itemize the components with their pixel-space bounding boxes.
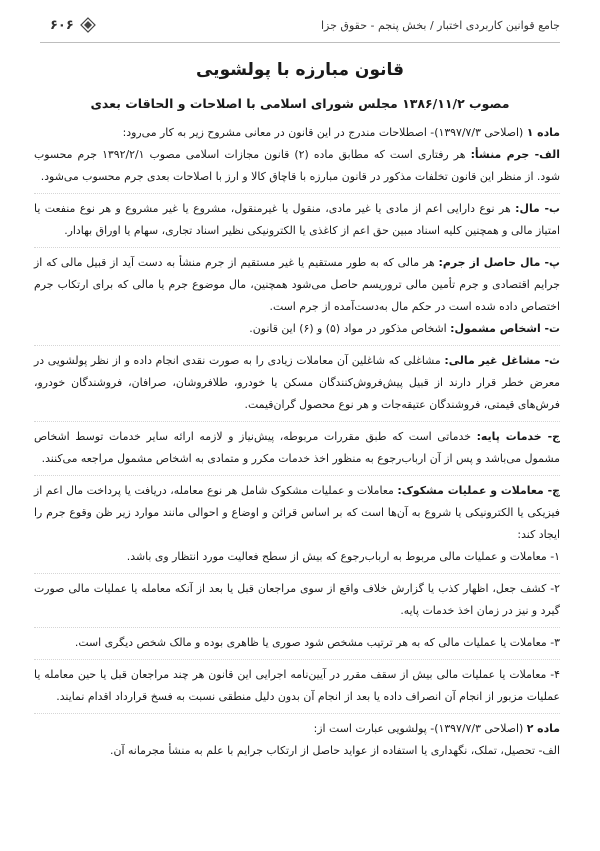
article-paragraph-label: ماده ۲ xyxy=(526,722,560,735)
article-paragraph-text: الف- تحصیل، تملک، نگهداری یا استفاده از عواید حاصل از ارتکاب جرایم با علم به منشأ مجرمانه آن. xyxy=(110,744,560,757)
running-title: جامع قوانین کاربردی اختبار / بخش پنجم - حقوق جزا xyxy=(321,18,560,32)
definition-paragraph-label: ماده ۱ xyxy=(526,126,560,139)
criteria-item-3 xyxy=(34,627,560,654)
document-body xyxy=(34,122,560,762)
definition-paragraph-label: ب- مال: xyxy=(515,202,560,215)
definition-paragraph-text: هر رفتاری است که مطابق ماده (۲) قانون مجازات اسلامی مصوب ۱۳۹۲/۲/۱ جرم محسوب شود. از منظر این قانون تخلفات مذکور در قانون مبارزه با قاچاق کالا و ارز با اصلاحات بعدی جرم محسوب می‌شود. xyxy=(34,148,560,183)
header-page-block xyxy=(50,17,106,33)
criteria-item-text: ۳- معاملات یا عملیات مالی که به هر ترتیب مشخص شود صوری یا ظاهری بوده و مالک شخص دیگری است. xyxy=(74,636,560,649)
definition-paragraph-text: هر نوع دارایی اعم از مادی یا غیر مادی، منقول یا غیرمنقول، مشروع یا غیر مشروع و هر نوع منفعت یا امتیاز مالی و همچنین کلیه اسناد مبین حق اعم از کاغذی یا الکترونیکی نظیر اسناد تجاری، سهام یا اوراق بهادار. xyxy=(34,202,560,237)
criteria-item-4 xyxy=(34,659,560,708)
page-number: ۶۰۶ xyxy=(50,17,74,33)
article-paragraph-2 xyxy=(34,740,560,762)
criteria-item-1 xyxy=(34,546,560,568)
article-paragraph-text: (اصلاحی ۱۳۹۷/۷/۳)- پولشویی عبارت است از: xyxy=(313,722,527,735)
law-subtitle: مصوب ۱۳۸۶/۱۱/۲ مجلس شورای اسلامی با اصلاحات و الحاقات بعدی xyxy=(90,96,510,111)
article-2-section xyxy=(34,713,560,762)
definition-paragraph-2 xyxy=(34,144,560,188)
header-divider xyxy=(40,42,560,43)
definition-paragraph-6 xyxy=(34,345,560,416)
criteria-item-text: ۲- کشف جعل، اظهار کذب یا گزارش خلاف واقع از سوی مراجعان قبل یا بعد از آنکه معامله یا عملیات مالی صورت گیرد و نیز در زمان اخذ خدمات پایه. xyxy=(34,582,560,617)
definition-paragraph-label: چ- معاملات و عملیات مشکوک: xyxy=(397,484,560,497)
definition-paragraph-text: مشاغلی که شاغلین آن معاملات زیادی را به صورت نقدی انجام داده و از نظر پولشویی در معرض خطر قرار دارند از قبیل پیش‌فروش‌کنندگان مسکن یا خودرو، طلافروشان، صرافان، فروشندگان خودرو، فرش‌های قیمتی، فروشندگان عتیقه‌جات و هر نوع محصول گران‌قیمت. xyxy=(34,354,560,411)
law-title: قانون مبارزه با پولشویی xyxy=(195,60,404,80)
definition-paragraph-text: اشخاص مذکور در مواد (۵) و (۶) این قانون. xyxy=(249,322,451,335)
suspicious-criteria-list xyxy=(34,546,560,708)
criteria-item-text: ۱- معاملات و عملیات مالی مربوط به ارباب‌رجوع که بیش از سطح فعالیت مورد انتظار وی باشد. xyxy=(126,550,560,563)
definition-paragraph-label: ث- مشاغل غیر مالی: xyxy=(444,354,560,367)
definition-paragraph-7 xyxy=(34,421,560,470)
definition-paragraph-label: ج- خدمات پایه: xyxy=(476,430,560,443)
definition-paragraph-label: الف- جرم منشأ: xyxy=(470,148,560,161)
article-paragraph-1 xyxy=(34,713,560,740)
definition-paragraph-text: معاملات و عملیات مشکوک شامل هر نوع معامله، دریافت یا پرداخت مال اعم از فیزیکی یا الکترونیکی یا شروع به آن‌ها است که بر اساس قرائن و اوضاع و احوالی مانند موارد زیر ظن وقوع جرم را ایجاد کند: xyxy=(34,484,560,541)
definition-paragraph-8 xyxy=(34,475,560,546)
definition-paragraph-5 xyxy=(34,318,560,340)
criteria-item-2 xyxy=(34,573,560,622)
definition-paragraph-text: هر مالی که به طور مستقیم یا غیر مستقیم از جرم منشأ به دست آید از قبیل مالی که از جرایم اقتصادی و جرم تأمین مالی تروریسم حاصل می‌شود همچنین، مال موضوع جرم یا مالی که برای ارتکاب جرم اختصاص داده شده است در حکم مال به‌دست‌آمده از جرم است. xyxy=(34,256,560,313)
definition-paragraph-3 xyxy=(34,193,560,242)
definitions-section xyxy=(34,122,560,546)
definition-paragraph-label: پ- مال حاصل از جرم: xyxy=(438,256,560,269)
diamond-ornament-icon xyxy=(80,17,96,33)
definition-paragraph-text: خدماتی است که طبق مقررات مربوطه، پیش‌نیاز و لازمه ارائه سایر خدمات توسط اشخاص مشمول می‌باشد و پس از آن ارباب‌رجوع به منظور اخذ خدمات مکرر و متمادی به اشخاص مشمول مراجعه می‌کنند. xyxy=(34,430,560,465)
definition-paragraph-4 xyxy=(34,247,560,318)
definition-paragraph-1 xyxy=(34,122,560,144)
definition-paragraph-text: (اصلاحی ۱۳۹۷/۷/۳)- اصطلاحات مندرج در این قانون در معانی مشروح زیر به کار می‌رود: xyxy=(122,126,527,139)
criteria-item-text: ۴- معاملات یا عملیات مالی بیش از سقف مقرر در آیین‌نامه اجرایی این قانون هر چند مراجعان قبل یا حین معامله یا عملیات مزبور از انجام آن انصراف داده یا بعد از انجام آن بدون دلیل منطقی نسبت به فسخ قرارداد اقدام نمایند. xyxy=(34,668,560,703)
running-header xyxy=(50,14,560,36)
definition-paragraph-label: ت- اشخاص مشمول: xyxy=(450,322,560,335)
